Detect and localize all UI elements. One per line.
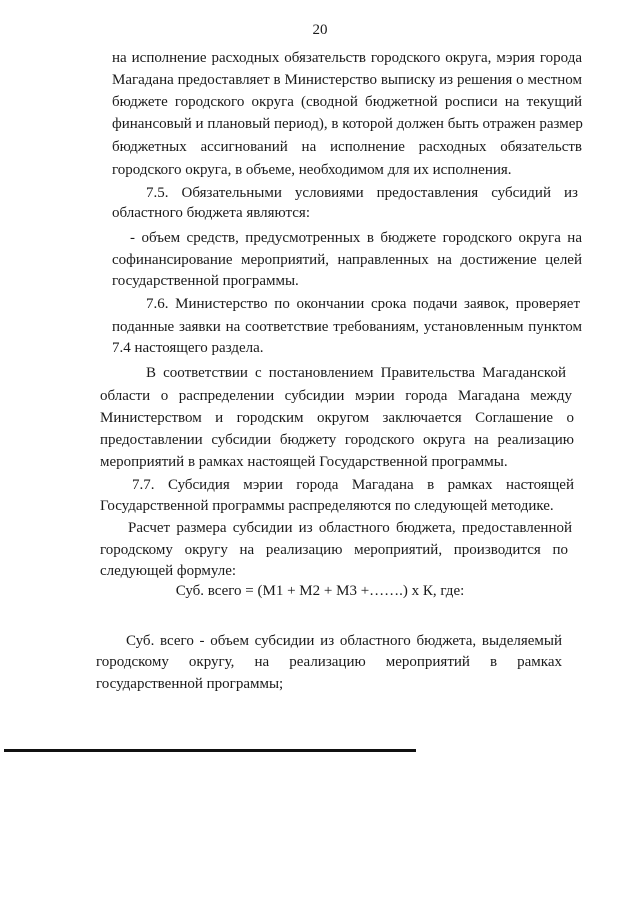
text-line: В соответствии с постановлением Правительства Магаданской — [146, 365, 566, 381]
text-line: следующей формуле: — [100, 563, 237, 579]
formula: Суб. всего = (М1 + М2 + М3 +…….) х К, где: — [175, 583, 465, 599]
text-line: 7.7. Субсидия мэрии города Магадана в рамках настоящей — [132, 477, 574, 493]
text-line: государственной программы. — [112, 273, 299, 289]
page-number: 20 — [312, 22, 328, 38]
text-line: 7.6. Министерство по окончании срока подачи заявок, проверяет — [146, 296, 580, 312]
text-line: поданные заявки на соответствие требованиям, установленным пунктом — [112, 319, 582, 335]
text-line: Суб. всего - объем субсидии из областного бюджета, выделяемый — [126, 633, 562, 649]
text-line: бюджете городского округа (сводной бюджетной росписи на текущий — [112, 94, 582, 110]
text-line: Министерством и городским округом заключается Соглашение о — [100, 410, 574, 426]
text-line: финансовый и плановый период), в которой должен быть отражен размер — [112, 116, 583, 132]
text-line: Магадана предоставляет в Министерство выписку из решения о местном — [112, 72, 582, 88]
text-line: государственной программы; — [96, 676, 284, 692]
text-line: софинансирование мероприятий, направленных на достижение целей — [112, 252, 582, 268]
text-line: предоставлении субсидии бюджету городского округа на реализацию — [100, 432, 574, 448]
text-line: мероприятий в рамках настоящей Государственной программы. — [100, 454, 508, 470]
text-line: 7.4 настоящего раздела. — [112, 340, 264, 356]
text-line: городскому округу, на реализацию мероприятий в рамках — [96, 654, 562, 670]
text-line: 7.5. Обязательными условиями предоставления субсидий из — [146, 185, 578, 201]
footnote-rule — [4, 749, 416, 752]
text-line: городского округа, в объеме, необходимом для их исполнения. — [112, 162, 512, 178]
text-line: Государственной программы распределяются по следующей методике. — [100, 498, 554, 514]
text-line: на исполнение расходных обязательств городского округа, мэрия города — [112, 50, 582, 66]
text-line: областного бюджета являются: — [112, 205, 310, 221]
text-line: бюджетных ассигнований на исполнение расходных обязательств — [112, 139, 582, 155]
text-line: городскому округу на реализацию мероприятий, производится по — [100, 542, 568, 558]
text-line: области о распределении субсидии мэрии города Магадана между — [100, 388, 572, 404]
text-line: - объем средств, предусмотренных в бюджете городского округа на — [130, 230, 582, 246]
text-line: Расчет размера субсидии из областного бюджета, предоставленной — [128, 520, 572, 536]
